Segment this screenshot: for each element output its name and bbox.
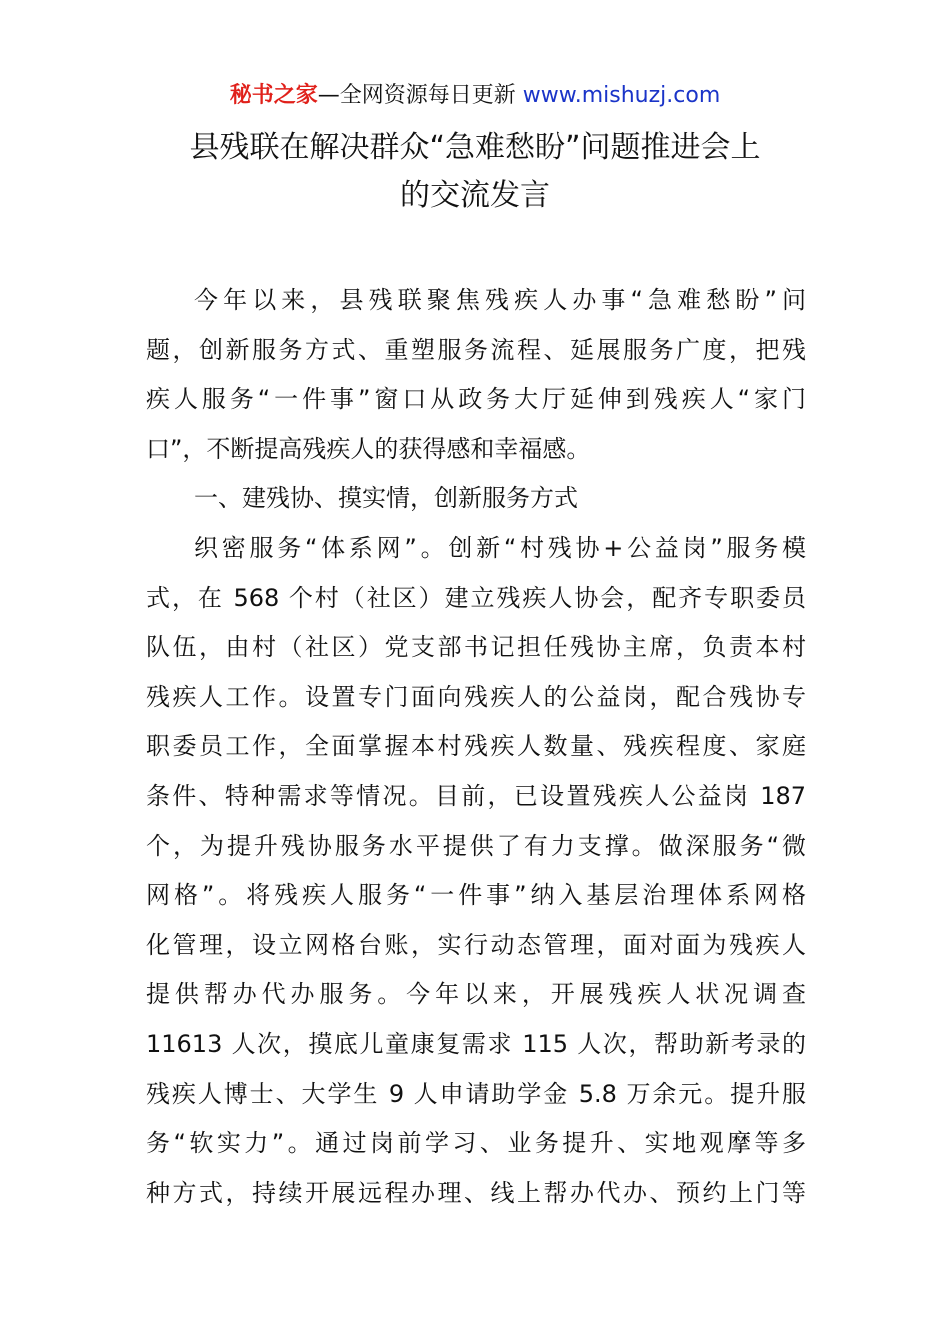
body-line-p2-4: 残疾人工作。设置专门面向残疾人的公益岗，配合残协专 (146, 682, 806, 711)
section-heading-1: 一、建残协、摸实情，创新服务方式 (194, 484, 578, 513)
site-header (0, 80, 950, 112)
brand-name: 秘书之家 (229, 83, 318, 108)
body-line-p2-14: 种方式，持续开展远程办理、线上帮办代办、预约上门等 (146, 1178, 806, 1207)
body-line-p2-13: 务“软实力”。通过岗前学习、业务提升、实地观摩等多 (146, 1129, 806, 1158)
body-line-p2-6: 条件、特种需求等情况。目前，已设置残疾人公益岗 187 (146, 781, 806, 810)
document-title (100, 124, 850, 220)
body-line-p1-1: 今年以来，县残联聚焦残疾人办事“急难愁盼”问 (194, 286, 806, 314)
body-line-p2-10: 提供帮办代办服务。今年以来，开展残疾人状况调查 (146, 980, 806, 1009)
body-line-p2-11: 11613 人次，摸底儿童康复需求 115 人次，帮助新考录的 (146, 1029, 806, 1058)
body-line-p2-5: 职委员工作，全面掌握本村残疾人数量、残疾程度、家庭 (146, 732, 806, 761)
site-url-link[interactable]: www.mishuzj.com (522, 83, 721, 108)
title-line-2: 的交流发言 (400, 178, 550, 213)
body-line-p2-1: 织密服务“体系网”。创新“村残协+公益岗”服务模 (194, 533, 806, 562)
body-line-p2-8: 网格”。将残疾人服务“一件事”纳入基层治理体系网格 (146, 881, 806, 910)
body-line-p2-2: 式，在 568 个村（社区）建立残疾人协会，配齐专职委员 (146, 583, 806, 612)
title-line-1: 县残联在解决群众“急难愁盼”问题推进会上 (189, 130, 761, 165)
body-line-p2-3: 队伍，由村（社区）党支部书记担任残协主席，负责本村 (146, 633, 806, 662)
document-body (146, 276, 806, 1218)
header-tagline: —全网资源每日更新 (317, 83, 523, 108)
body-line-p2-7: 个，为提升残协服务水平提供了有力支撑。做深服务“微 (146, 831, 806, 860)
body-line-p1-4: 口”，不断提高残疾人的获得感和幸福感。 (146, 434, 591, 463)
body-line-p1-3: 疾人服务“一件事”窗口从政务大厅延伸到残疾人“家门 (146, 385, 806, 414)
body-line-p2-12: 残疾人博士、大学生 9 人申请助学金 5.8 万余元。提升服 (146, 1079, 806, 1108)
body-line-p2-9: 化管理，设立网格台账，实行动态管理，面对面为残疾人 (146, 930, 806, 959)
body-line-p1-2: 题，创新服务方式、重塑服务流程、延展服务广度，把残 (146, 335, 806, 364)
